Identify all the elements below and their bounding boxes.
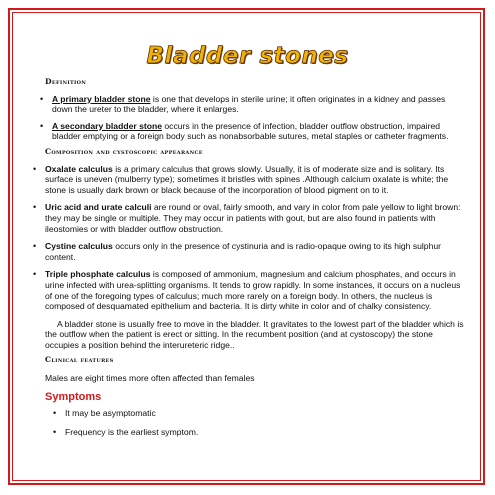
- bullet-icon: •: [53, 426, 57, 437]
- bullet-icon: •: [33, 163, 37, 174]
- composition-list: [33, 164, 465, 312]
- list-item: [33, 94, 465, 115]
- definition-text: occurs in the presence of infection, bladder outflow obstruction, impaired bladder emptying or a foreign body such as nonabsorbable sutures, metal staples or catheter fragments.: [52, 120, 449, 142]
- bullet-icon: •: [33, 202, 37, 213]
- definition-term: A secondary bladder stone: [52, 120, 162, 131]
- section-heading-composition: Composition and cystoscopic appearance: [45, 146, 203, 156]
- section-heading-clinical: Clinical features: [45, 355, 114, 365]
- bullet-icon: •: [40, 120, 44, 131]
- document-body: [33, 77, 465, 437]
- list-item: [33, 427, 465, 438]
- symptom-text: It may be asymptomatic: [65, 408, 156, 419]
- page-title: Bladder stones: [146, 43, 349, 69]
- symptom-text: Frequency is the earliest symptom.: [65, 426, 199, 437]
- section-heading-definition: Definition: [45, 77, 87, 86]
- calculus-text: is a primary calculus that grows slowly. Usually, it is of moderate size and is solitary. Its surface is uneven (mulberry type); sometimes it bristles with spines .Although calcium oxalate is white; the stone is usually dark brown or black because of the incorporation of blood pigment on to it.: [45, 163, 449, 195]
- mobility-paragraph: A bladder stone is usually free to move in the bladder. It gravitates to the lowest part of the bladder which is the outflow when the patient is erect or sitting. In the recumbent position (and at cystoscopy) the stone occupies a position behind the interureteric ridge..: [45, 318, 464, 350]
- calculus-text: are round or oval, fairly smooth, and vary in color from pale yellow to light brown: they may be single or multiple. They may occur in patients with gout, but are also found in patients with ileostomies or with bladder outflow obstruction.: [45, 202, 461, 234]
- list-item: [33, 241, 465, 262]
- list-item: [33, 408, 465, 419]
- definition-text: is one that develops in sterile urine; it often originates in a kidney and passes down the ureter to the bladder, where it enlarges.: [52, 93, 446, 115]
- list-item: [33, 121, 465, 142]
- symptoms-list: [33, 408, 465, 437]
- calculus-term: Cystine calculus: [45, 241, 113, 252]
- bullet-icon: •: [53, 408, 57, 419]
- list-item: [33, 202, 465, 234]
- list-item: [33, 164, 465, 196]
- bullet-icon: •: [40, 93, 44, 104]
- definition-term: A primary bladder stone: [52, 93, 151, 104]
- bullet-icon: •: [33, 241, 37, 252]
- calculus-term: Triple phosphate calculus: [45, 269, 151, 280]
- bullet-icon: •: [33, 269, 37, 280]
- calculus-text: occurs only in the presence of cystinuria and is radio-opaque owing to its high sulphur content.: [45, 241, 442, 262]
- symptoms-heading: Symptoms: [45, 390, 102, 403]
- list-item: [33, 269, 465, 311]
- calculus-term: Uric acid and urate calculi: [45, 202, 152, 213]
- definition-list: [33, 94, 465, 142]
- clinical-text: Males are eight times more often affected than females: [45, 373, 255, 384]
- calculus-term: Oxalate calculus: [45, 163, 113, 174]
- calculus-text: is composed of ammonium, magnesium and calcium phosphates, and occurs in urine infected with urea-splitting organisms. It tends to grow rapidly. In some instances, it occurs on a nucleus of one of the foregoing types of calculus; much more rarely on a foreign body. In others, the nucleus is composed of desquamated epithelium and bacteria. It is dirty white in color and of chalky consistency.: [45, 269, 461, 312]
